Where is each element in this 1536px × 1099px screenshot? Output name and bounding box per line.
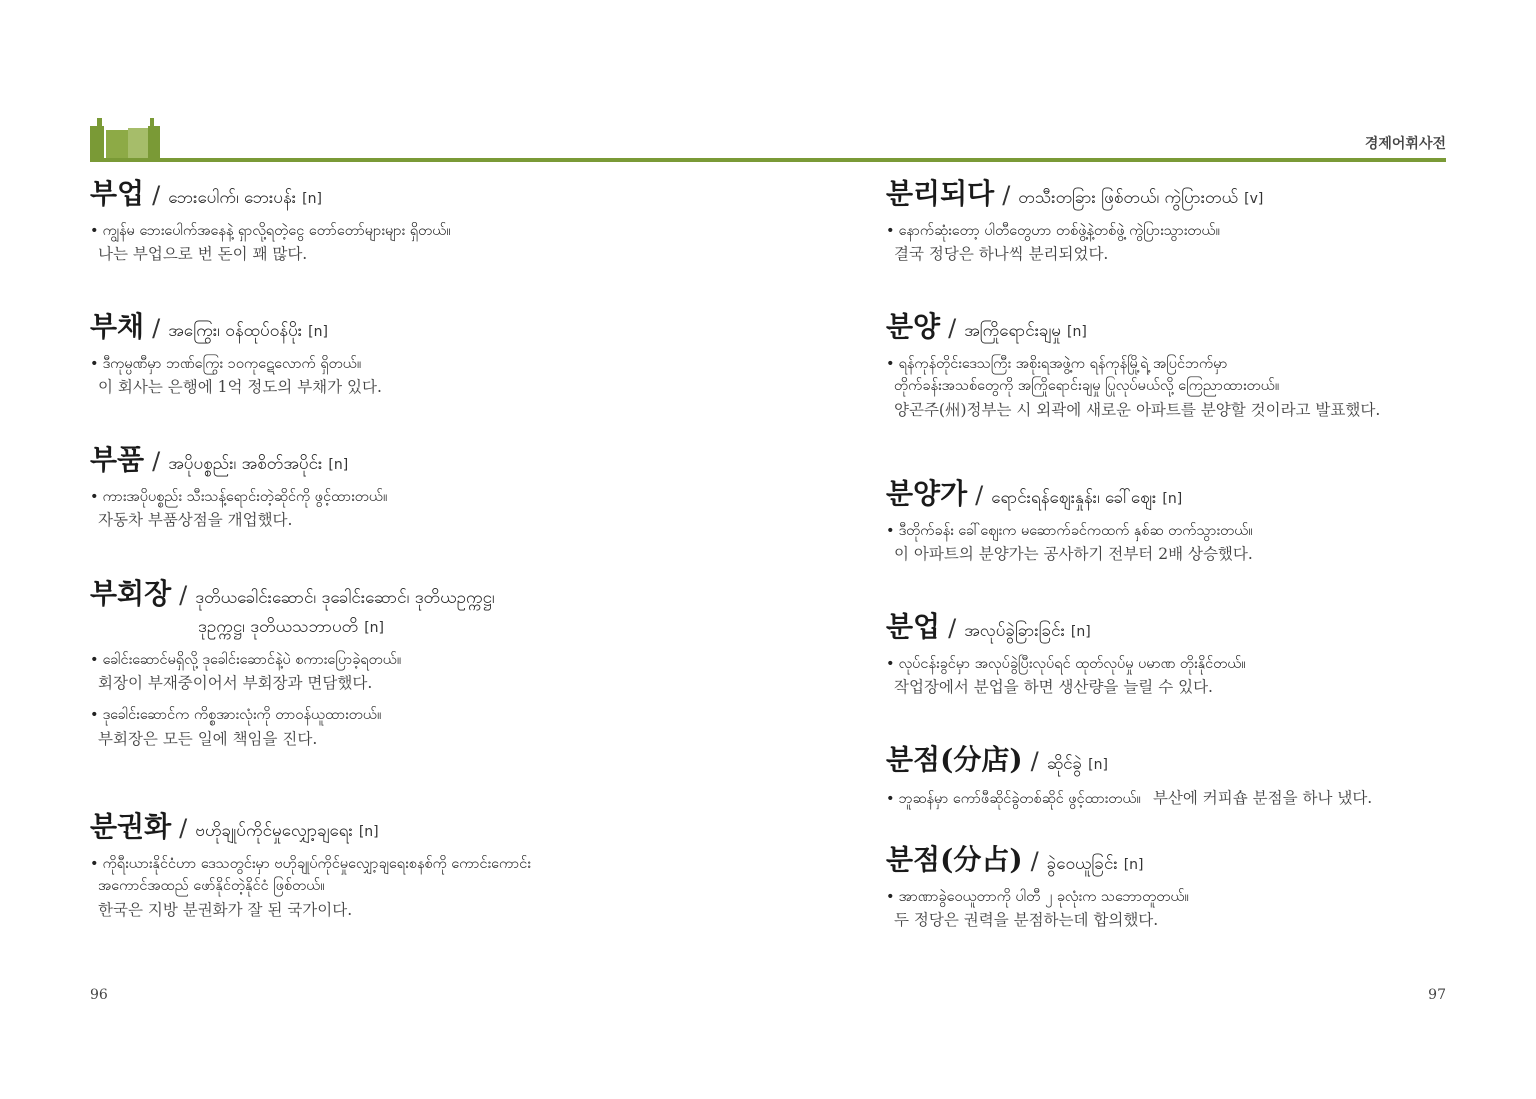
example-korean: 자동차 부품상점을 개업했다.: [98, 511, 293, 530]
example-sentence: [886, 886, 1486, 908]
headword: 부회장: [90, 577, 172, 610]
dictionary-entry: [90, 438, 780, 533]
slash-separator: /: [1030, 747, 1039, 775]
entry-head: [886, 472, 1486, 512]
example-korean: 결국 정당은 하나씩 분리되었다.: [894, 245, 1109, 264]
entry-head: [886, 305, 1486, 345]
dictionary-entry: [90, 172, 780, 267]
example-sentence: [90, 704, 780, 726]
definition: ရောင်းရန်ဈေးနှုန်း၊ ခေါ်ဈေး: [991, 488, 1157, 508]
example-myanmar: ဒီကုမ္ပဏီမှာ ဘဏ်ကြွေး ၁၀ကုဋေလောက် ရှိတယ်။: [102, 356, 362, 372]
example-korean: 이 아파트의 분양가는 공사하기 전부터 2배 상승했다.: [894, 545, 1253, 564]
definition-line-2: ဒုဥက္ကဋ္ဌ၊ ဒုတိယသဘာပတိ: [198, 617, 359, 637]
example-korean: 양곤주(州)정부는 시 외곽에 새로운 아파트를 분양할 것이라고 발표했다.: [894, 400, 1381, 419]
headword: 부채: [90, 310, 145, 343]
dictionary-entry: [90, 572, 780, 752]
slash-separator: /: [975, 481, 984, 509]
bullet: •: [90, 856, 99, 872]
example-korean: 작업장에서 분업을 하면 생산량을 늘릴 수 있다.: [894, 678, 1213, 697]
dictionary-entry: [90, 305, 780, 400]
entry-head: [886, 172, 1486, 212]
dictionary-entry: [886, 738, 1486, 811]
bullet: •: [886, 889, 895, 905]
example-myanmar: အာဏာခွဲဝေယူတာကို ပါတီ ၂ ခုလုံးက သဘောတူတယ်။: [898, 889, 1189, 905]
slash-separator: /: [1002, 181, 1011, 209]
example-korean: 이 회사는 은행에 1억 정도의 부채가 있다.: [98, 378, 382, 397]
page-number-right: 97: [1428, 987, 1446, 1003]
example-myanmar-line-2: တိုက်ခန်းအသစ်တွေကို အကြိုရောင်းချမှု ပြုလုပ်မယ်လို့ ကြေညာထားတယ်။: [894, 378, 1280, 395]
headword: 분권화: [90, 810, 172, 843]
page-number-left: 96: [90, 987, 108, 1003]
example-korean: 회장이 부재중이어서 부회장과 면담했다.: [98, 674, 373, 693]
entry-head: [90, 305, 780, 345]
example-myanmar: ရန်ကုန်တိုင်းဒေသကြီး အစိုးရအဖွဲ့က ရန်ကုန်မြို့ရဲ့ အပြင်ဘက်မှာ: [898, 356, 1228, 372]
part-of-speech: [n]: [1162, 491, 1183, 507]
definition: အပိုပစ္စည်း၊ အစိတ်အပိုင်း: [168, 454, 323, 474]
dictionary-entry: [886, 838, 1486, 933]
bullet: •: [886, 523, 895, 539]
slash-separator: /: [948, 614, 957, 642]
example-sentence: [886, 520, 1486, 542]
example-korean: 한국은 지방 분권화가 잘 된 국가이다.: [98, 900, 353, 919]
example-korean: 부회장은 모든 일에 책임을 진다.: [98, 729, 318, 748]
dictionary-entry: [886, 305, 1486, 423]
slash-separator: /: [1030, 847, 1039, 875]
bullet: •: [886, 656, 895, 672]
entry-head: [90, 172, 780, 212]
example-sentence: [90, 486, 780, 508]
example-korean: 나는 부업으로 번 돈이 꽤 많다.: [98, 245, 308, 264]
bullet: •: [90, 489, 99, 505]
example-sentence: [90, 853, 780, 898]
example-sentence: [886, 353, 1486, 398]
example-myanmar: ကားအပိုပစ္စည်း သီးသန့်ရောင်းတဲ့ဆိုင်ကို ဖွင့်ထားတယ်။: [102, 489, 388, 505]
entry-head: [886, 838, 1486, 878]
definition: ခွဲဝေယူခြင်း: [1046, 854, 1118, 874]
bullet: •: [90, 707, 99, 724]
dictionary-entry: [886, 472, 1486, 567]
entry-head: [90, 438, 780, 478]
example-sentence: [886, 220, 1486, 242]
slash-separator: /: [179, 814, 188, 842]
bullet: •: [886, 356, 895, 372]
headword: 분양가: [886, 477, 968, 510]
header-rule: [90, 158, 1446, 162]
headword: 분양: [886, 310, 941, 343]
headword: 분업: [886, 610, 941, 643]
entry-head: [90, 572, 780, 612]
part-of-speech: [v]: [1244, 191, 1264, 207]
part-of-speech: [n]: [1067, 324, 1087, 340]
running-header-title: 경제어휘사전: [1364, 136, 1446, 152]
part-of-speech: [n]: [1123, 857, 1144, 873]
slash-separator: /: [152, 181, 161, 209]
headword: 분점(分店): [886, 743, 1023, 776]
part-of-speech: [n]: [1088, 757, 1108, 773]
headword: 분리되다: [886, 177, 995, 210]
slash-separator: /: [179, 581, 188, 609]
example-myanmar: ဘူဆန်မှာ ကော်ဖီဆိုင်ခွဲတစ်ဆိုင် ဖွင့်ထားတယ်။: [898, 791, 1141, 807]
definition: အလုပ်ခွဲခြားခြင်း: [964, 621, 1065, 641]
headword: 분점(分占): [886, 843, 1023, 876]
example-myanmar: လုပ်ငန်းခွင်မှာ အလုပ်ခွဲပြီးလုပ်ရင် ထုတ်လုပ်မှု ပမာဏ တိုးနိုင်တယ်။: [898, 656, 1246, 672]
part-of-speech: [n]: [1070, 624, 1091, 640]
definition: ဒုတိယခေါင်းဆောင်၊ ဒုခေါင်းဆောင်၊ ဒုတိယဥက္ကဋ္ဌ၊: [195, 588, 495, 608]
example-sentence: [90, 220, 780, 242]
example-myanmar: ခေါင်းဆောင်မရှိလို့ ဒုခေါင်းဆောင်နဲ့ပဲ စကားပြောခဲ့ရတယ်။: [102, 652, 402, 668]
slash-separator: /: [948, 314, 957, 342]
definition: ဆိုင်ခွဲ: [1046, 754, 1083, 774]
definition: ဗဟိုချုပ်ကိုင်မှုလျှော့ချရေး: [195, 821, 353, 841]
part-of-speech: [n]: [302, 191, 322, 207]
bullet: •: [886, 223, 895, 239]
entry-head: [886, 605, 1486, 645]
part-of-speech: [n]: [364, 620, 385, 636]
example-myanmar: ကျွန်မ ဘေးပေါက်အနေနဲ့ ရှာလို့ရတဲ့ငွေ တော်တော်များများ ရှိတယ်။: [102, 223, 451, 239]
headword: 부품: [90, 443, 145, 476]
example-korean: 두 정당은 권력을 분점하는데 합의했다.: [894, 911, 1159, 930]
bullet: •: [90, 223, 99, 239]
example-myanmar: ဒီတိုက်ခန်း ခေါ်ဈေးက မဆောက်ခင်ကထက် နှစ်ဆ တက်သွားတယ်။: [898, 523, 1253, 539]
definition: ဘေးပေါက်၊ ဘေးပန်း: [168, 188, 297, 208]
headword: 부업: [90, 177, 145, 210]
example-sentence: [886, 653, 1486, 675]
header-logo: [90, 118, 160, 160]
example-myanmar-line-2: အကောင်အထည် ဖော်နိုင်တဲ့နိုင်ငံ ဖြစ်တယ်။: [98, 878, 325, 895]
bullet: •: [90, 652, 99, 668]
definition: အကြိုရောင်းချမှု: [964, 321, 1061, 341]
dictionary-entry: [90, 805, 780, 923]
definition-continued: [90, 616, 780, 641]
part-of-speech: [n]: [358, 824, 379, 840]
part-of-speech: [n]: [328, 457, 349, 473]
example-myanmar: ဒုခေါင်းဆောင်က ကိစ္စအားလုံးကို တာဝန်ယူထားတယ်။: [102, 707, 382, 724]
example-sentence: [90, 649, 780, 671]
part-of-speech: [n]: [308, 324, 328, 340]
bullet: •: [90, 356, 99, 372]
example-sentence: [90, 353, 780, 375]
example-myanmar: နောက်ဆုံးတော့ ပါတီတွေဟာ တစ်ဖွဲ့နဲ့တစ်ဖွဲ့ ကွဲပြားသွားတယ်။: [898, 223, 1221, 239]
definition: တသီးတခြား ဖြစ်တယ်၊ ကွဲပြားတယ်: [1018, 188, 1239, 208]
bullet: •: [886, 791, 895, 807]
definition: အကြွေး၊ ဝန်ထုပ်ဝန်ပိုး: [168, 321, 303, 341]
slash-separator: /: [152, 314, 161, 342]
example-korean: 부산에 커피숍 분점을 하나 냈다.: [1152, 789, 1373, 807]
example-sentence: [886, 786, 1486, 811]
entry-head: [90, 805, 780, 845]
entry-head: [886, 738, 1486, 778]
dictionary-entry: [886, 172, 1486, 267]
slash-separator: /: [152, 447, 161, 475]
dictionary-entry: [886, 605, 1486, 700]
example-myanmar: ကိုရီးယားနိုင်ငံဟာ ဒေသတွင်းမှာ ဗဟိုချုပ်ကိုင်မှုလျှော့ချရေးစနစ်ကို ကောင်းကောင်း: [102, 856, 531, 872]
